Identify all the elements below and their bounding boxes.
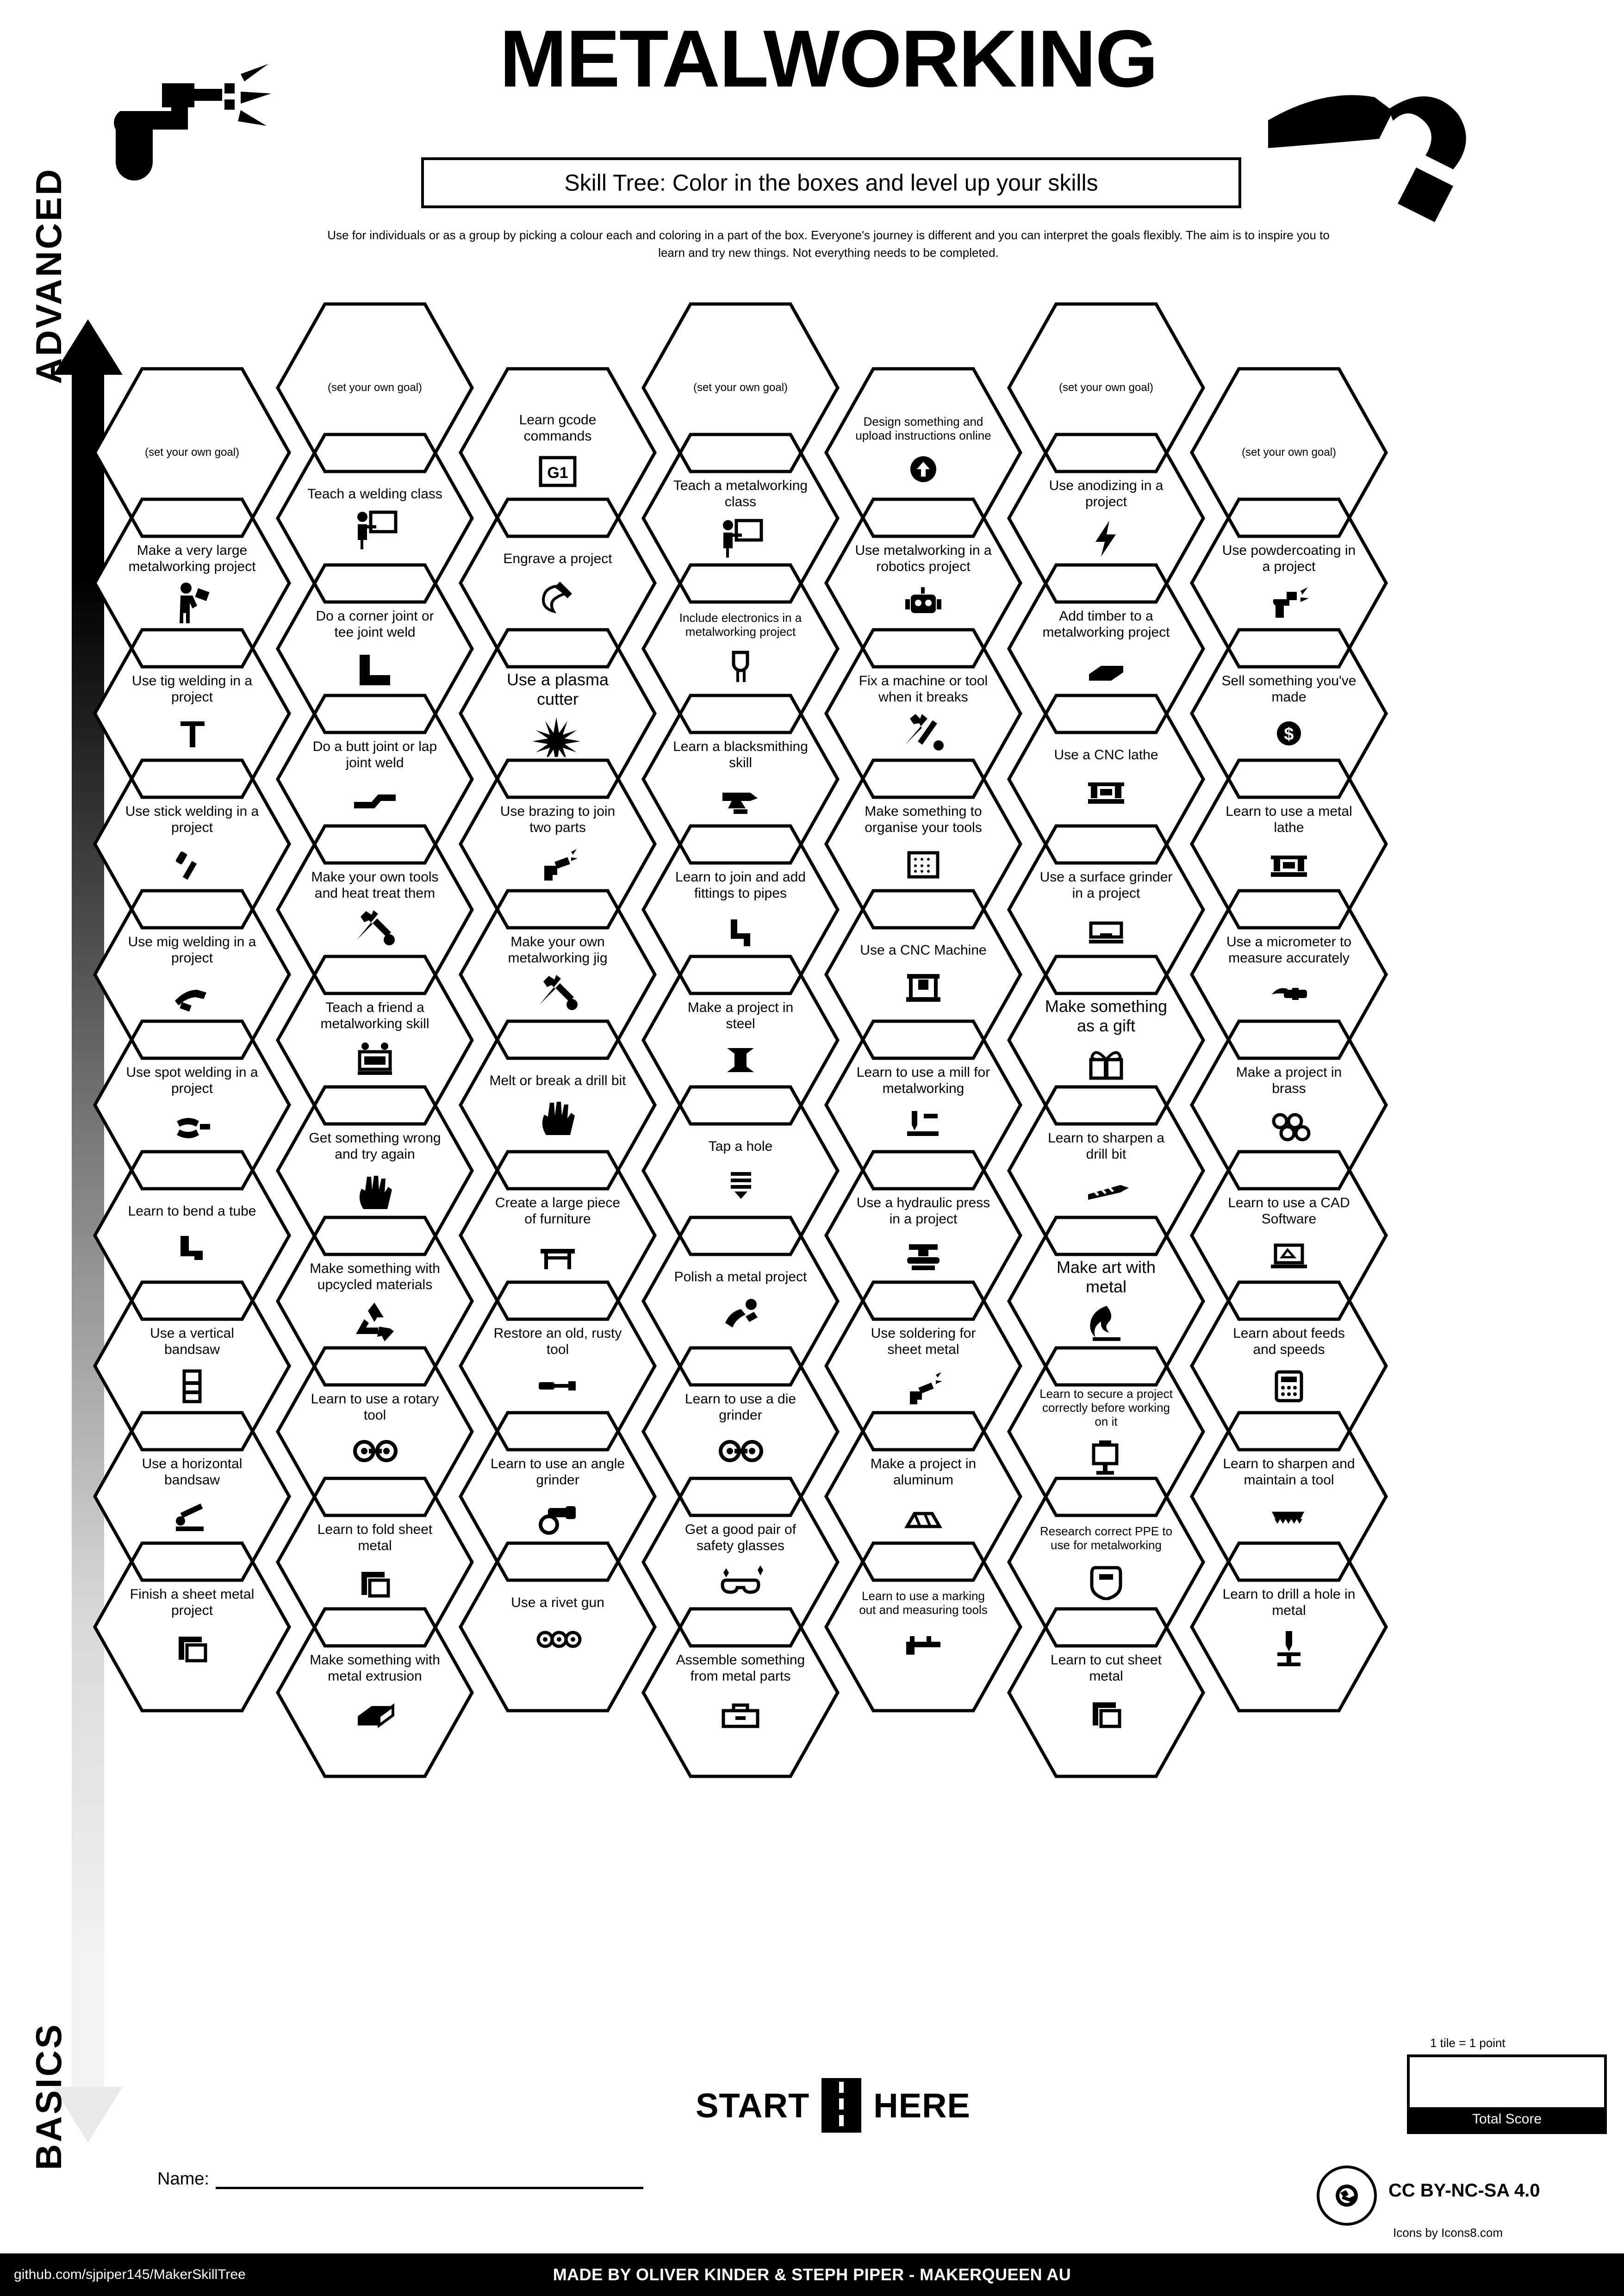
tile-label: Learn to use a metal lathe [1226, 804, 1352, 835]
safety-glasses-icon [715, 1560, 766, 1602]
road-icon [821, 2078, 861, 2133]
tile-label: Use mig welding in a project [128, 934, 256, 966]
gift-icon [1081, 1041, 1132, 1084]
tile-label: Make a very large metalworking project [128, 543, 256, 574]
tile-label: Fix a machine or tool when it breaks [859, 673, 988, 705]
tile-label: Melt or break a drill bit [489, 1073, 626, 1088]
art-flame-icon [1081, 1302, 1132, 1345]
tile-label: Use a CNC lathe [1054, 747, 1158, 763]
tile-label: Learn to drill a hole in metal [1222, 1587, 1356, 1618]
engrave-icon [532, 572, 583, 615]
tile-label: Do a corner joint or tee joint weld [316, 608, 434, 640]
footer-github-link[interactable]: github.com/sjpiper145/MakerSkillTree [14, 2267, 246, 2282]
tile-label: Design something and upload instructions online [855, 414, 991, 442]
name-input[interactable] [216, 2166, 643, 2189]
bolt-icon [1081, 516, 1132, 558]
tile-label: Make a project in steel [687, 1000, 794, 1031]
skill-tile-c7r9[interactable] [1189, 1540, 1388, 1714]
tile-label: Make a project in brass [1236, 1065, 1342, 1096]
led-icon [715, 644, 766, 687]
footer-credit: MADE BY OLIVER KINDER & STEPH PIPER - MAKERQUEEN AU [553, 2265, 1071, 2284]
tile-label: Learn to bend a tube [128, 1203, 256, 1219]
table-icon [532, 1233, 583, 1276]
pegboard-icon [898, 842, 949, 884]
tile-label: Make your own tools and heat treat them [311, 869, 439, 901]
tile-label: Make something to organise your tools [865, 804, 982, 835]
teacher-icon [349, 508, 400, 550]
tile-label: Learn to use a die grinder [684, 1391, 796, 1423]
tile-label: Use powdercoating in a project [1222, 543, 1356, 574]
brass-rods-icon [1263, 1103, 1314, 1145]
skill-tile-c4r10[interactable] [641, 1606, 840, 1780]
tile-label: Restore an old, rusty tool [493, 1326, 622, 1357]
name-field-row [157, 2166, 643, 2189]
tile-label: Finish a sheet metal project [130, 1587, 255, 1618]
mig-gun-icon [167, 972, 218, 1015]
clamp-icon [1081, 1434, 1132, 1477]
tile-label: Teach a welding class [307, 486, 442, 502]
tools-icon [349, 907, 400, 950]
caliper-icon [898, 1622, 949, 1665]
tile-label: Use anodizing in a project [1049, 478, 1164, 509]
saw-icon [1263, 1494, 1314, 1537]
hand-icon [349, 1168, 400, 1211]
micrometer-icon [1263, 972, 1314, 1015]
dollar-icon [1263, 711, 1314, 754]
tile-label: Include electronics in a metalworking project [679, 610, 802, 639]
skill-tile-c3r9[interactable] [458, 1540, 657, 1714]
tap-icon [715, 1160, 766, 1203]
tile-label: Teach a friend a metalworking skill [320, 1000, 429, 1031]
tile-label: Polish a metal project [674, 1269, 807, 1285]
svg-text:G1: G1 [547, 464, 568, 482]
i-beam-icon [715, 1038, 766, 1080]
license-text: CC BY-NC-SA 4.0 [1388, 2180, 1540, 2201]
tile-label: Add timber to a metalworking project [1042, 608, 1170, 640]
workshop-icon [349, 1038, 400, 1080]
tile-label: Make art with metal [1056, 1258, 1156, 1296]
tile-label: Use a rivet gun [511, 1595, 604, 1610]
tile-label: Use stick welding in a project [125, 804, 259, 835]
axis-label-basics: BASICS [28, 2023, 69, 2170]
tile-label: Learn to secure a project correctly before working on it [1039, 1386, 1173, 1429]
surface-grinder-icon [1081, 907, 1132, 950]
timber-icon [1081, 646, 1132, 689]
tile-label: (set your own goal) [1058, 381, 1154, 394]
svg-text:$: $ [1284, 724, 1294, 744]
hand-drillbit-icon [532, 1094, 583, 1137]
sheet-cut-icon [1081, 1690, 1132, 1733]
brazing-icon [532, 842, 583, 884]
tile-label: Learn to use a rotary tool [311, 1391, 439, 1423]
angle-grinder-icon [532, 1494, 583, 1537]
corner-joint-icon [349, 646, 400, 689]
tile-label: Make something with metal extrusion [310, 1652, 440, 1684]
tile-label: Use spot welding in a project [126, 1065, 258, 1096]
tile-label: Use a hydraulic press in a project [856, 1195, 990, 1227]
cnc-lathe-icon [1081, 769, 1132, 811]
tile-label: Learn gcode commands [519, 412, 597, 444]
tile-label: Learn about feeds and speeds [1233, 1326, 1345, 1357]
tile-label: Assemble something from metal parts [676, 1652, 805, 1684]
tile-label: Use a CNC Machine [860, 942, 987, 958]
rusty-tool-icon [532, 1364, 583, 1406]
robot-icon [898, 581, 949, 623]
plasma-icon [532, 714, 583, 757]
sheet-metal-icon [167, 1625, 218, 1667]
teacher-icon [715, 516, 766, 558]
tile-label: (set your own goal) [1241, 446, 1337, 459]
name-label: Name: [157, 2169, 209, 2189]
g1-code-icon [532, 450, 583, 493]
calculator-icon [1263, 1364, 1314, 1406]
tile-label: Get a good pair of safety glasses [684, 1522, 796, 1553]
cc-badge-icon [1317, 2166, 1377, 2226]
tile-label: Learn to join and add fittings to pipes [675, 869, 806, 901]
tile-label: (set your own goal) [327, 381, 423, 394]
tile-label: Make your own metalworking jig [508, 934, 608, 966]
tile-label: Use a surface grinder in a project [1039, 869, 1173, 901]
subtitle-text: Skill Tree: Color in the boxes and level up your skills [564, 170, 1098, 196]
tile-label: Learn to cut sheet metal [1050, 1652, 1162, 1684]
icons-credit: Icons by Icons8.com [1393, 2226, 1503, 2240]
skill-tile-c1r9[interactable] [93, 1540, 292, 1714]
tile-label: Do a butt joint or lap joint weld [312, 739, 437, 770]
drill-bit-icon [1081, 1168, 1132, 1211]
skill-tile-c2r10[interactable] [275, 1606, 474, 1780]
tig-torch-icon [167, 711, 218, 754]
tile-label: (set your own goal) [693, 381, 788, 394]
start-label: START [696, 2086, 810, 2125]
tile-label: Learn to use a mill for metalworking [856, 1065, 990, 1096]
toolbox-icon [715, 1690, 766, 1733]
tile-label: Use a vertical bandsaw [150, 1326, 234, 1357]
butt-joint-icon [349, 777, 400, 819]
tile-label: Make something as a gift [1045, 997, 1168, 1035]
tile-label: Tap a hole [708, 1138, 773, 1154]
tile-label: Use a horizontal bandsaw [142, 1456, 243, 1488]
cnc-machine-icon [898, 964, 949, 1006]
welder-person-icon [167, 581, 218, 623]
anvil-icon [715, 777, 766, 819]
tile-label: Use brazing to join two parts [500, 804, 616, 835]
tile-point-note: 1 tile = 1 point [1430, 2036, 1506, 2050]
polish-icon [715, 1291, 766, 1333]
tile-label: Learn a blacksmithing skill [673, 739, 808, 770]
tile-label: Teach a metalworking class [673, 478, 808, 509]
intro-blurb: Use for individuals or as a group by picking a colour each and coloring in a part of the box. Everyone's journey is different and you can interpret the goals flexibly. The aim is to inspire you to learn and try new things. Not everything needs to be completed. [327, 228, 1330, 260]
page-title: METALWORKING [499, 14, 1157, 104]
tile-label: Use a micrometer to measure accurately [1226, 934, 1352, 966]
tile-label: Use a plasma cutter [506, 670, 609, 708]
aluminum-icon [898, 1494, 949, 1537]
tile-label: Use metalworking in a robotics project [855, 543, 992, 574]
tile-label: Learn to sharpen a drill bit [1048, 1130, 1164, 1162]
soldering-icon [898, 1364, 949, 1406]
stick-electrode-icon [167, 842, 218, 884]
extrusion-icon [349, 1690, 400, 1733]
spray-gun-icon [1263, 581, 1314, 623]
tile-label: Learn to fold sheet metal [317, 1522, 433, 1553]
axis-label-advanced: ADVANCED [28, 167, 69, 384]
horizontal-bandsaw-icon [167, 1494, 218, 1537]
tile-label: Engrave a project [503, 551, 612, 566]
vertical-bandsaw-icon [167, 1364, 218, 1406]
total-score-box[interactable] [1407, 2054, 1607, 2134]
skill-tile-c5r9[interactable] [824, 1540, 1023, 1714]
repair-tools-icon [898, 711, 949, 754]
tile-label: Learn to use a CAD Software [1228, 1195, 1350, 1227]
press-icon [898, 1233, 949, 1276]
skill-tile-c6r10[interactable] [1007, 1606, 1206, 1780]
spot-welder-icon [167, 1103, 218, 1145]
bent-tube-icon [167, 1225, 218, 1267]
tile-label: Use tig welding in a project [131, 673, 253, 705]
total-score-label: Total Score [1410, 2107, 1604, 2131]
recycle-icon [349, 1299, 400, 1341]
tile-label: Learn to sharpen and maintain a tool [1223, 1456, 1355, 1488]
page-footer [0, 2253, 1624, 2296]
here-label: HERE [873, 2086, 971, 2125]
tile-label: (set your own goal) [144, 446, 240, 459]
upload-icon [898, 448, 949, 490]
drill-press-icon [1263, 1625, 1314, 1667]
folded-sheet-icon [349, 1560, 400, 1602]
start-here-marker [662, 2078, 1004, 2133]
tile-label: Get something wrong and try again [309, 1130, 441, 1162]
tile-label: Sell something you've made [1221, 673, 1356, 705]
tile-label: Learn to use an angle grinder [490, 1456, 625, 1488]
tile-label: Research correct PPE to use for metalworking [1039, 1524, 1173, 1552]
tile-label: Make a project in aluminum [870, 1456, 977, 1488]
die-grinder-icon [715, 1429, 766, 1472]
tile-label: Make something with upcycled materials [310, 1261, 440, 1292]
tile-label: Learn to use a marking out and measuring tools [859, 1589, 988, 1617]
pipe-fitting-icon [715, 907, 766, 950]
tile-label: Use soldering for sheet metal [871, 1326, 976, 1357]
tile-label: Create a large piece of furniture [495, 1195, 621, 1227]
cad-laptop-icon [1263, 1233, 1314, 1276]
jig-tools-icon [532, 972, 583, 1015]
rotary-tool-icon [349, 1429, 400, 1472]
lathe-icon [1263, 842, 1314, 884]
mill-icon [898, 1103, 949, 1145]
welding-mask-icon [1081, 1558, 1132, 1600]
rivets-icon [532, 1616, 583, 1659]
